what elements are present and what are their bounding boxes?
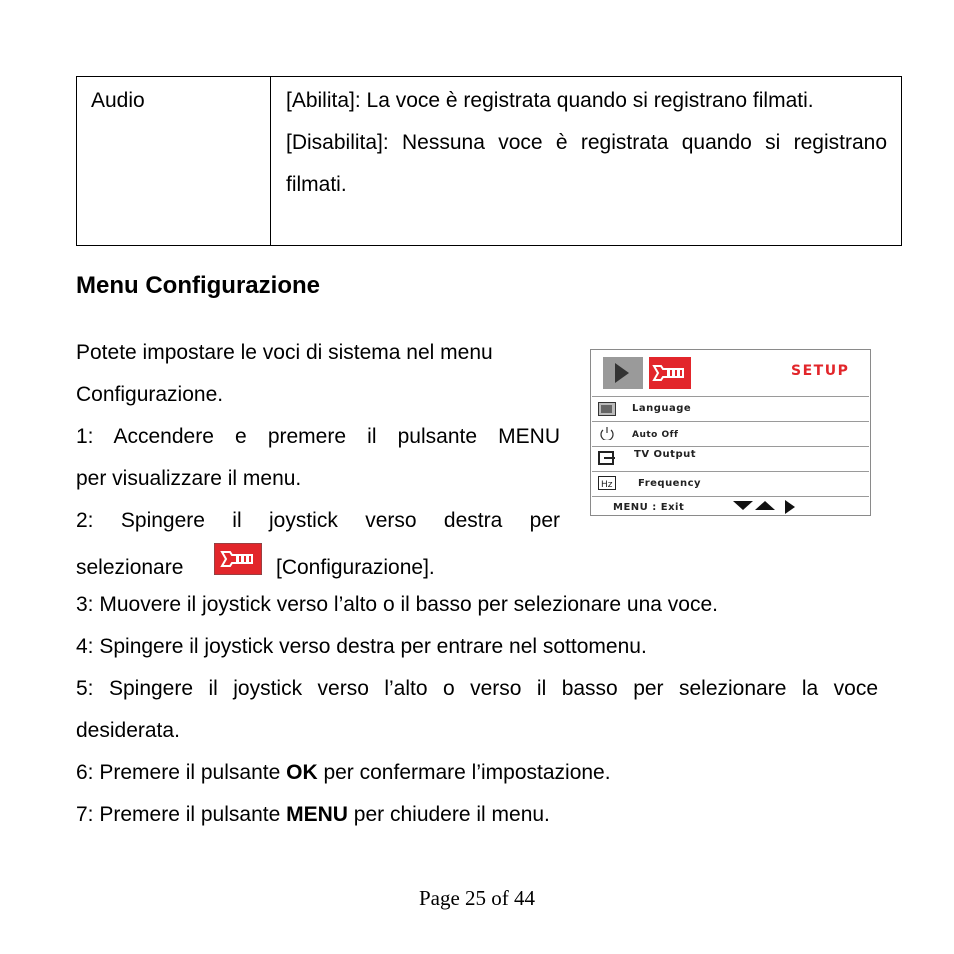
power-icon [598,426,616,440]
abilita-text: [Abilita]: La voce è registrata quando si registrano filmati. [286,89,814,112]
step-2-line-1: 2: Spingere il joystick verso destra per [76,509,560,532]
setup-item-auto-off[interactable] [592,422,869,447]
setup-item-tv-output[interactable] [592,447,869,472]
step-7 [76,794,550,836]
menu-button-name: MENU [286,803,348,826]
step-4: 4: Spingere il joystick verso destra per entrare nel sottomenu. [76,635,647,658]
tv-output-icon [598,451,616,465]
section-heading: Menu Configurazione [76,272,320,299]
disabilita-text: [Disabilita]: Nessuna voce è registrata quando si registrano filmati. [286,131,887,196]
setup-item-label: TV Output [634,449,696,460]
step-7-pre: 7: Premere il pulsante [76,803,287,826]
ok-button-name: OK [286,761,318,784]
setup-title: SETUP [791,363,850,379]
step-3: 3: Muovere il joystick verso l’alto o il basso per selezionare una voce. [76,593,718,616]
setup-item-label: Auto Off [632,430,679,440]
page-footer: Page 25 of 44 [418,886,536,910]
step-2-pre: selezionare [76,556,184,579]
step-5-line-1: 5: Spingere il joystick verso l’alto o verso il basso per selezionare la voce [76,677,878,700]
configuration-icon [214,543,262,575]
setup-footer-exit: MENU : Exit [613,502,685,513]
step-1-line-2: per visualizzare il menu. [76,467,302,490]
table-description [286,80,887,206]
navigation-arrows-icon [733,500,803,514]
svg-text:Hz: Hz [601,480,613,490]
step-2-select [76,547,183,589]
settings-table [76,76,902,246]
intro-line-1: Potete impostare le voci di sistema nel menu [76,341,493,364]
step-6 [76,752,611,794]
step-5-line-2: desiderata. [76,719,180,742]
intro-line-2: Configurazione. [76,383,224,406]
setup-item-frequency[interactable] [592,472,869,497]
step-6-pre: 6: Premere il pulsante [76,761,287,784]
step-2-post: [Configurazione]. [276,556,435,579]
step-7-post: per chiudere il menu. [347,803,550,826]
table-divider [270,77,271,245]
language-icon [598,402,616,416]
frequency-icon [598,476,616,490]
step-1-line-1: 1: Accendere e premere il pulsante MENU [76,425,560,448]
setup-screen [590,349,871,516]
setup-tab-bar [601,355,691,391]
step-6-post: per confermare l’impostazione. [317,761,611,784]
setup-item-language[interactable] [592,397,869,422]
table-label-audio: Audio [91,89,145,112]
setup-item-label: Frequency [638,478,702,489]
setup-item-label: Language [632,403,692,414]
